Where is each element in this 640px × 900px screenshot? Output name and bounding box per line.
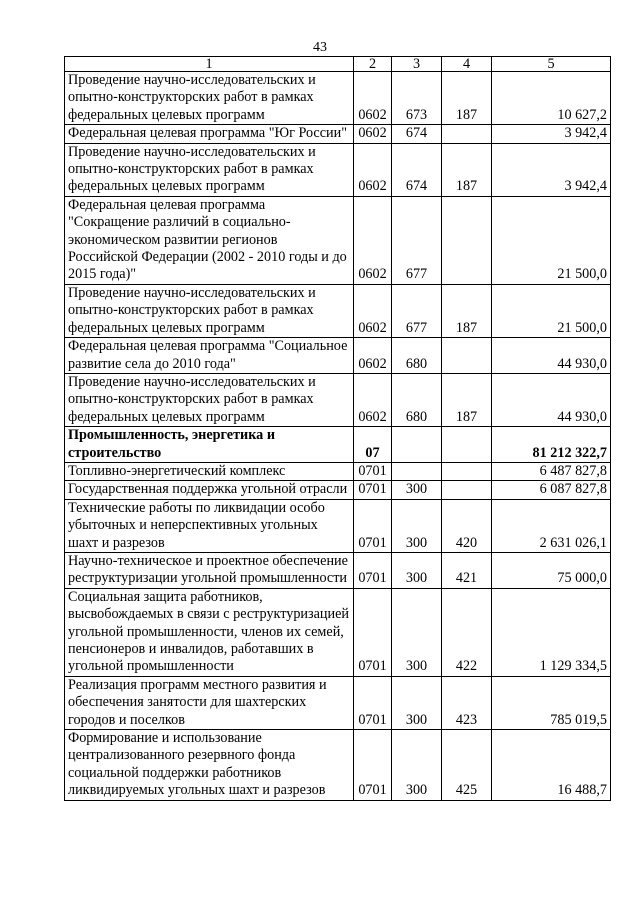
table-row — [65, 72, 611, 125]
row-expense-code: 187 — [442, 72, 492, 125]
row-section-code: 0701 — [354, 676, 392, 729]
row-sum: 785 019,5 — [492, 676, 611, 729]
row-expense-code: 425 — [442, 730, 492, 801]
row-expense-code — [442, 481, 492, 499]
row-section-code: 0602 — [354, 72, 392, 125]
column-number-row — [65, 57, 611, 72]
row-article-code — [392, 427, 442, 463]
row-sum: 10 627,2 — [492, 72, 611, 125]
page-number: 43 — [313, 40, 327, 55]
row-sum: 3 942,4 — [492, 143, 611, 196]
row-expense-code: 187 — [442, 143, 492, 196]
row-section-code: 0602 — [354, 143, 392, 196]
row-expense-code — [442, 462, 492, 480]
row-expense-code: 422 — [442, 588, 492, 676]
row-section-code: 0602 — [354, 284, 392, 337]
column-header-3: 3 — [392, 57, 442, 72]
row-sum: 3 942,4 — [492, 125, 611, 143]
table-row — [65, 338, 611, 374]
row-section-code: 0701 — [354, 588, 392, 676]
row-name: Проведение научно-исследовательских и опытно-конструкторских работ в рамках федеральных целевых программ — [65, 72, 354, 125]
row-article-code: 680 — [392, 338, 442, 374]
row-sum: 81 212 322,7 — [492, 427, 611, 463]
row-expense-code: 187 — [442, 284, 492, 337]
row-name: Технические работы по ликвидации особо убыточных и неперспективных угольных шахт и разрезов — [65, 499, 354, 552]
row-article-code: 300 — [392, 499, 442, 552]
row-sum: 6 087 827,8 — [492, 481, 611, 499]
row-sum: 1 129 334,5 — [492, 588, 611, 676]
row-name: Социальная защита работников, высвобождаемых в связи с реструктуризацией угольной промышленности, членов их семей, пенсионеров и инвалидов, работавших в угольной промышленности — [65, 588, 354, 676]
column-header-5: 5 — [492, 57, 611, 72]
row-section-code: 0602 — [354, 373, 392, 426]
row-sum: 21 500,0 — [492, 284, 611, 337]
table-row — [65, 196, 611, 284]
table-row — [65, 588, 611, 676]
row-section-code: 0602 — [354, 338, 392, 374]
table-row — [65, 730, 611, 801]
row-expense-code: 187 — [442, 373, 492, 426]
row-article-code: 300 — [392, 481, 442, 499]
row-section-code: 0602 — [354, 125, 392, 143]
row-article-code: 674 — [392, 125, 442, 143]
row-name: Формирование и использование централизованного резервного фонда социальной поддержки работников ликвидируемых угольных шахт и разрезов — [65, 730, 354, 801]
row-expense-code — [442, 125, 492, 143]
row-article-code: 680 — [392, 373, 442, 426]
row-section-code: 0701 — [354, 481, 392, 499]
row-name: Проведение научно-исследовательских и опытно-конструкторских работ в рамках федеральных целевых программ — [65, 284, 354, 337]
row-sum: 21 500,0 — [492, 196, 611, 284]
row-name: Проведение научно-исследовательских и опытно-конструкторских работ в рамках федеральных целевых программ — [65, 373, 354, 426]
row-name: Промышленность, энергетика и строительство — [65, 427, 354, 463]
row-sum: 75 000,0 — [492, 552, 611, 588]
row-expense-code: 421 — [442, 552, 492, 588]
row-name: Федеральная целевая программа "Сокращение различий в социально-экономическом развитии регионов Российской Федерации (2002 - 2010 годы и до 2015 года)" — [65, 196, 354, 284]
column-header-2: 2 — [354, 57, 392, 72]
row-sum: 44 930,0 — [492, 373, 611, 426]
row-expense-code — [442, 196, 492, 284]
row-name: Федеральная целевая программа "Юг России" — [65, 125, 354, 143]
row-article-code — [392, 462, 442, 480]
row-name: Реализация программ местного развития и обеспечения занятости для шахтерских городов и поселков — [65, 676, 354, 729]
column-header-4: 4 — [442, 57, 492, 72]
row-article-code: 300 — [392, 588, 442, 676]
row-sum: 2 631 026,1 — [492, 499, 611, 552]
row-article-code: 673 — [392, 72, 442, 125]
column-header-1: 1 — [65, 57, 354, 72]
row-article-code: 300 — [392, 730, 442, 801]
row-article-code: 677 — [392, 196, 442, 284]
table-row — [65, 462, 611, 480]
table-row — [65, 284, 611, 337]
table-row — [65, 552, 611, 588]
row-sum: 44 930,0 — [492, 338, 611, 374]
row-article-code: 300 — [392, 552, 442, 588]
table-row — [65, 427, 611, 463]
row-section-code: 07 — [354, 427, 392, 463]
row-section-code: 0701 — [354, 730, 392, 801]
table-row — [65, 125, 611, 143]
row-section-code: 0602 — [354, 196, 392, 284]
row-article-code: 674 — [392, 143, 442, 196]
row-sum: 6 487 827,8 — [492, 462, 611, 480]
table-row — [65, 676, 611, 729]
table-row — [65, 143, 611, 196]
budget-table — [64, 56, 611, 801]
table-row — [65, 499, 611, 552]
row-section-code: 0701 — [354, 552, 392, 588]
row-section-code: 0701 — [354, 462, 392, 480]
table-row — [65, 373, 611, 426]
table-row — [65, 481, 611, 499]
row-name: Научно-техническое и проектное обеспечение реструктуризации угольной промышленности — [65, 552, 354, 588]
row-name: Государственная поддержка угольной отрасли — [65, 481, 354, 499]
row-expense-code: 420 — [442, 499, 492, 552]
row-name: Топливно-энергетический комплекс — [65, 462, 354, 480]
row-expense-code — [442, 338, 492, 374]
row-sum: 16 488,7 — [492, 730, 611, 801]
row-expense-code — [442, 427, 492, 463]
row-name: Проведение научно-исследовательских и опытно-конструкторских работ в рамках федеральных целевых программ — [65, 143, 354, 196]
row-expense-code: 423 — [442, 676, 492, 729]
row-article-code: 677 — [392, 284, 442, 337]
row-name: Федеральная целевая программа "Социальное развитие села до 2010 года" — [65, 338, 354, 374]
row-section-code: 0701 — [354, 499, 392, 552]
row-article-code: 300 — [392, 676, 442, 729]
